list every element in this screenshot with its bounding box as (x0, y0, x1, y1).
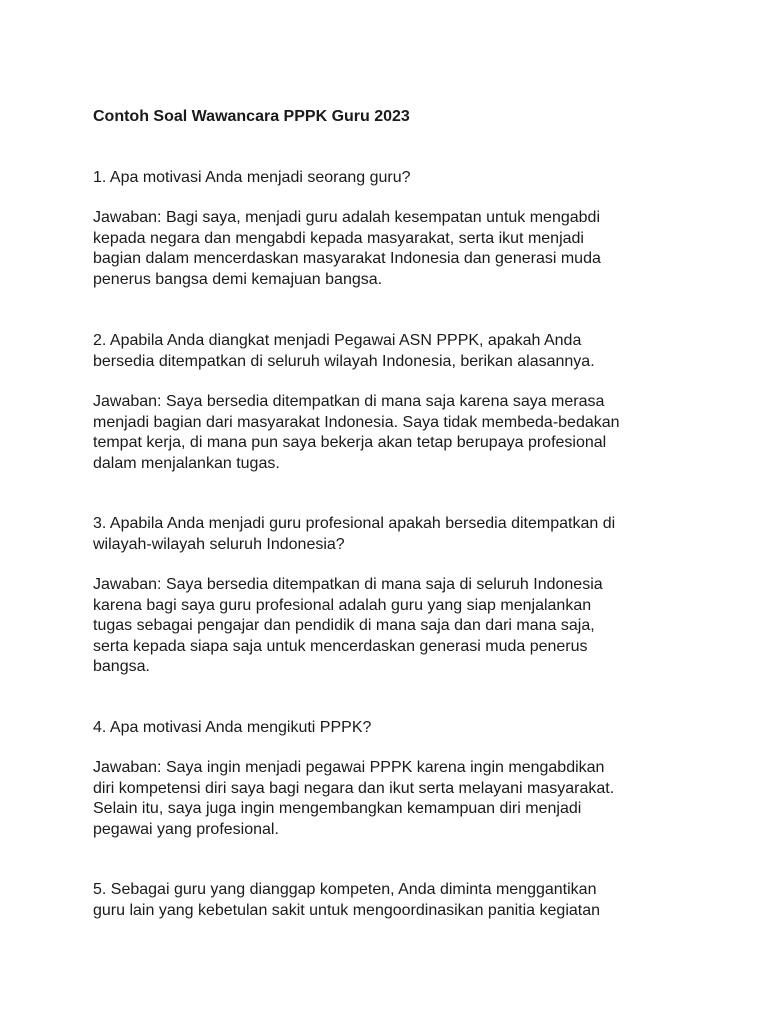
answer-3: Jawaban: Saya bersedia ditempatkan di mana saja di seluruh Indonesia karena bagi saya guru profesional adalah guru yang siap menjalankan tugas sebagai pengajar dan pendidik di mana saja dan dari mana saja, serta kepada siapa saja untuk mencerdaskan generasi muda penerus bangsa. (93, 576, 603, 675)
answer-2: Jawaban: Saya bersedia ditempatkan di mana saja karena saya merasa menjadi bagian dari masyarakat Indonesia. Saya tidak membeda-bedakan tempat kerja, di mana pun saya bekerja akan tetap berupaya profesional dalam menjalankan tugas. (93, 393, 620, 472)
question-3: 3. Apabila Anda menjadi guru profesional apakah bersedia ditempatkan di wilayah-wilayah seluruh Indonesia? (93, 515, 616, 553)
answer-4: Jawaban: Saya ingin menjadi pegawai PPPK karena ingin mengabdikan diri kompetensi diri saya bagi negara dan ikut serta melayani masyarakat. Selain itu, saya juga ingin mengembangkan kemampuan diri menjadi pegawai yang profesional. (93, 759, 615, 838)
question-1: 1. Apa motivasi Anda menjadi seorang guru? (93, 169, 411, 186)
document-title: Contoh Soal Wawancara PPPK Guru 2023 (93, 108, 410, 125)
answer-1: Jawaban: Bagi saya, menjadi guru adalah kesempatan untuk mengabdi kepada negara dan mengabdi kepada masyarakat, serta ikut menjadi bagian dalam mencerdaskan masyarakat Indonesia dan generasi muda penerus bangsa demi kemajuan bangsa. (93, 209, 601, 288)
question-4: 4. Apa motivasi Anda mengikuti PPPK? (93, 719, 372, 736)
question-5: 5. Sebagai guru yang dianggap kompeten, Anda diminta menggantikan guru lain yang kebetulan sakit untuk mengoordinasikan panitia kegiatan (93, 881, 601, 919)
question-2: 2. Apabila Anda diangkat menjadi Pegawai ASN PPPK, apakah Anda bersedia ditempatkan di seluruh wilayah Indonesia, berikan alasannya. (93, 332, 595, 370)
